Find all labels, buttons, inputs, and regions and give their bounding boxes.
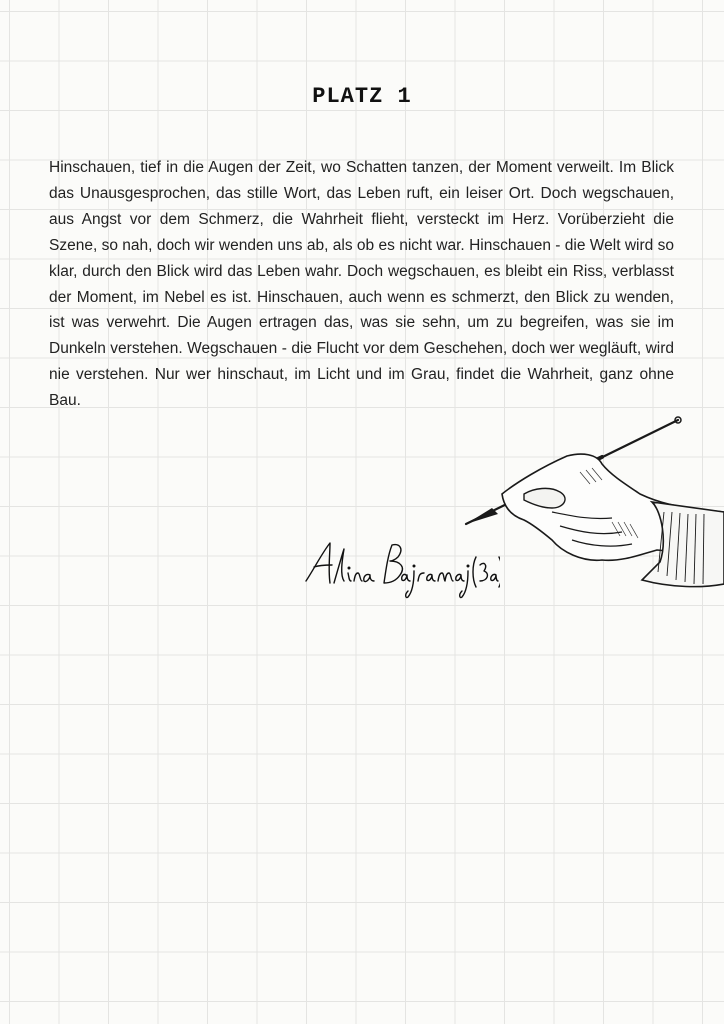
- page-title: PLATZ 1: [312, 84, 412, 109]
- poem-text: Hinschauen, tief in die Augen der Zeit, wo Schatten tanzen, der Moment verweilt. Im Blick das Unausgesprochen, das stille Wort, das Leben ruft, ein leiser Ort. Doch wegschauen, aus Angst vor dem Schmerz, die Wahrheit flieht, versteckt im Herz. Vorüberzieht die Szene, so nah, doch wir wenden uns ab, als ob es nicht war. Hinschauen - die Welt wird so klar, durch den Blick wird das Leben wahr. Doch wegschauen, es bleibt ein Riss, verblasst der Moment, im Nebel es ist. Hinschauen, auch wenn es schmerzt, den Blick zu wenden, ist was verwehrt. Die Augen ertragen das, was sie sehn, um zu begreifen, was sie im Dunkeln verstehen. Wegschauen - die Flucht vor dem Geschehen, doch wer wegläuft, wird nie verstehen. Nur wer hinschaut, im Licht und im Grau, findet die Wahrheit, ganz ohne Bau.: [49, 159, 674, 410]
- signature: [300, 535, 500, 605]
- hand-holding-pen-icon: [462, 412, 724, 590]
